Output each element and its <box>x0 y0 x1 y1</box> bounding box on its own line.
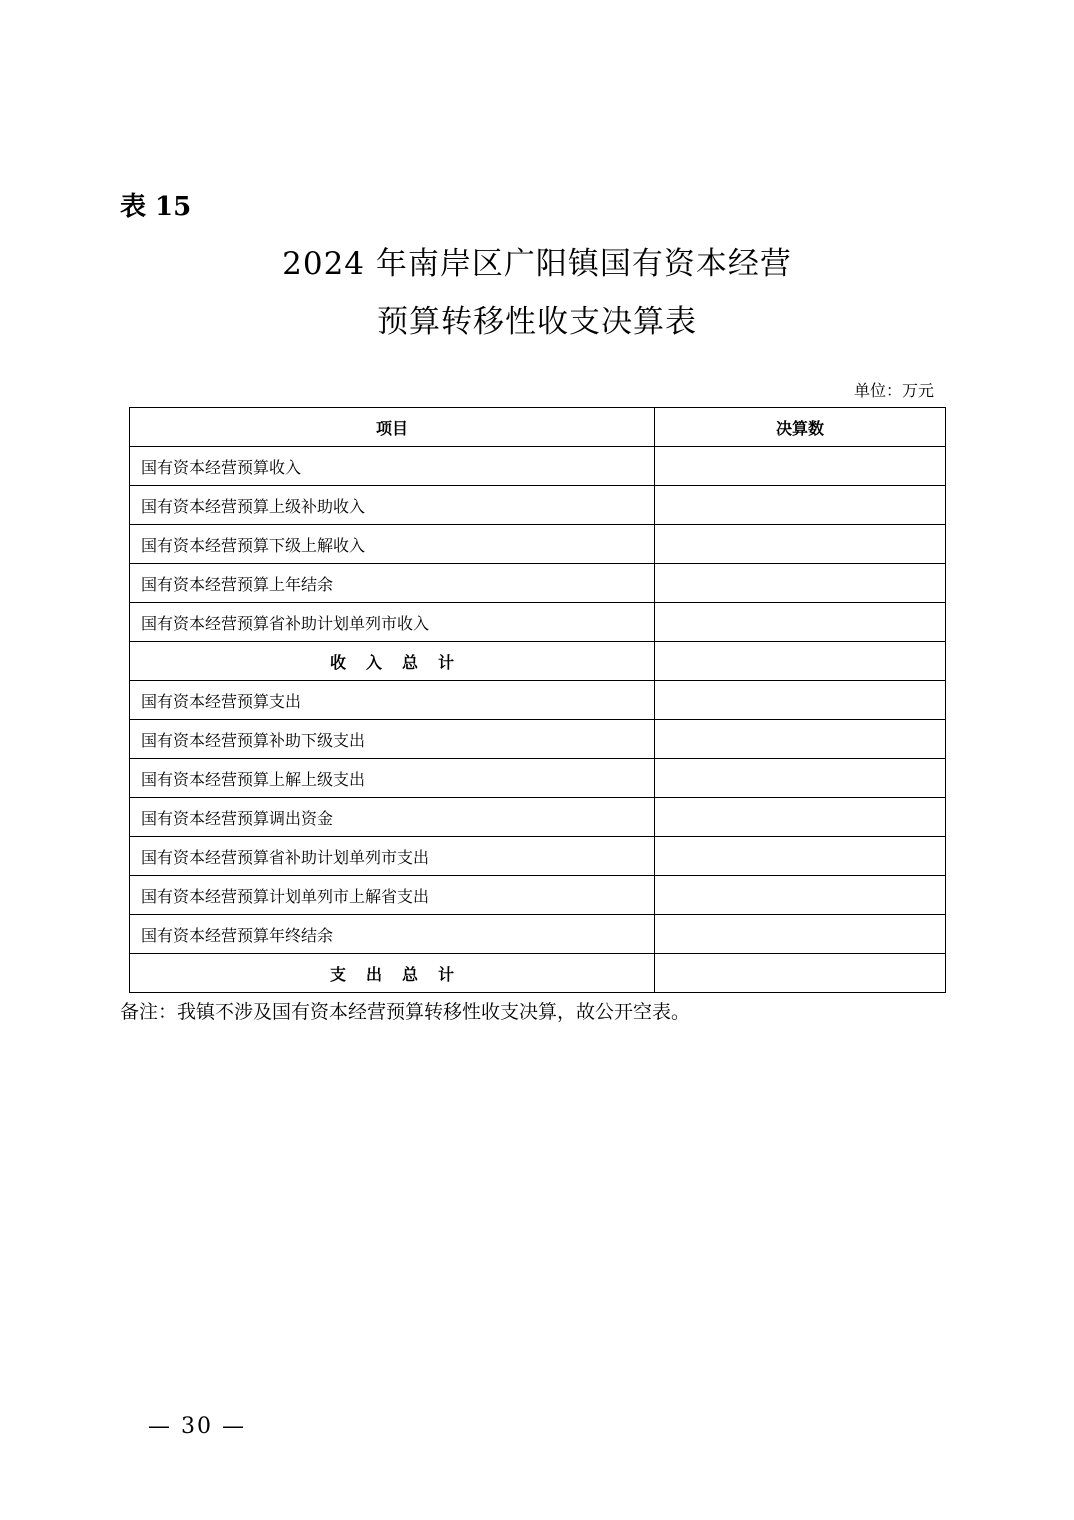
expenditure-total-label: 支出总计 <box>130 954 655 993</box>
row-item: 国有资本经营预算支出 <box>130 681 655 720</box>
table-row <box>130 837 946 876</box>
row-value <box>655 564 946 603</box>
table-row <box>130 486 946 525</box>
row-item: 国有资本经营预算省补助计划单列市收入 <box>130 603 655 642</box>
table-row <box>130 564 946 603</box>
table-row <box>130 681 946 720</box>
table-row <box>130 915 946 954</box>
row-item: 国有资本经营预算上解上级支出 <box>130 759 655 798</box>
row-item: 国有资本经营预算省补助计划单列市支出 <box>130 837 655 876</box>
unit-label: 单位：万元 <box>853 381 934 400</box>
row-item: 国有资本经营预算补助下级支出 <box>130 720 655 759</box>
table-row <box>130 603 946 642</box>
document-title-line-2: 预算转移性收支决算表 <box>377 304 697 340</box>
row-value <box>655 837 946 876</box>
row-item: 国有资本经营预算年终结余 <box>130 915 655 954</box>
expenditure-total-row <box>130 954 946 993</box>
footnote: 备注：我镇不涉及国有资本经营预算转移性收支决算，故公开空表。 <box>120 1001 691 1023</box>
row-value <box>655 447 946 486</box>
row-item: 国有资本经营预算计划单列市上解省支出 <box>130 876 655 915</box>
row-value <box>655 720 946 759</box>
row-item: 国有资本经营预算上年结余 <box>130 564 655 603</box>
table-number-label: 表 15 <box>120 192 192 222</box>
row-item: 国有资本经营预算调出资金 <box>130 798 655 837</box>
row-item: 国有资本经营预算下级上解收入 <box>130 525 655 564</box>
header-value: 决算数 <box>655 408 946 447</box>
table-row <box>130 876 946 915</box>
row-value <box>655 603 946 642</box>
page-number: — 30 — <box>148 1414 246 1439</box>
row-value <box>655 876 946 915</box>
table-row <box>130 525 946 564</box>
document-title-line-1: 2024 年南岸区广阳镇国有资本经营 <box>282 246 792 282</box>
income-total-value <box>655 642 946 681</box>
table-header-row <box>130 408 946 447</box>
row-value <box>655 681 946 720</box>
row-value <box>655 798 946 837</box>
row-value <box>655 915 946 954</box>
table-row <box>130 798 946 837</box>
income-total-row <box>130 642 946 681</box>
row-value <box>655 486 946 525</box>
row-item: 国有资本经营预算上级补助收入 <box>130 486 655 525</box>
income-total-label: 收入总计 <box>130 642 655 681</box>
budget-table <box>129 407 946 993</box>
table-row <box>130 447 946 486</box>
row-value <box>655 525 946 564</box>
header-item: 项目 <box>130 408 655 447</box>
row-item: 国有资本经营预算收入 <box>130 447 655 486</box>
row-value <box>655 759 946 798</box>
expenditure-total-value <box>655 954 946 993</box>
table-row <box>130 720 946 759</box>
table-row <box>130 759 946 798</box>
